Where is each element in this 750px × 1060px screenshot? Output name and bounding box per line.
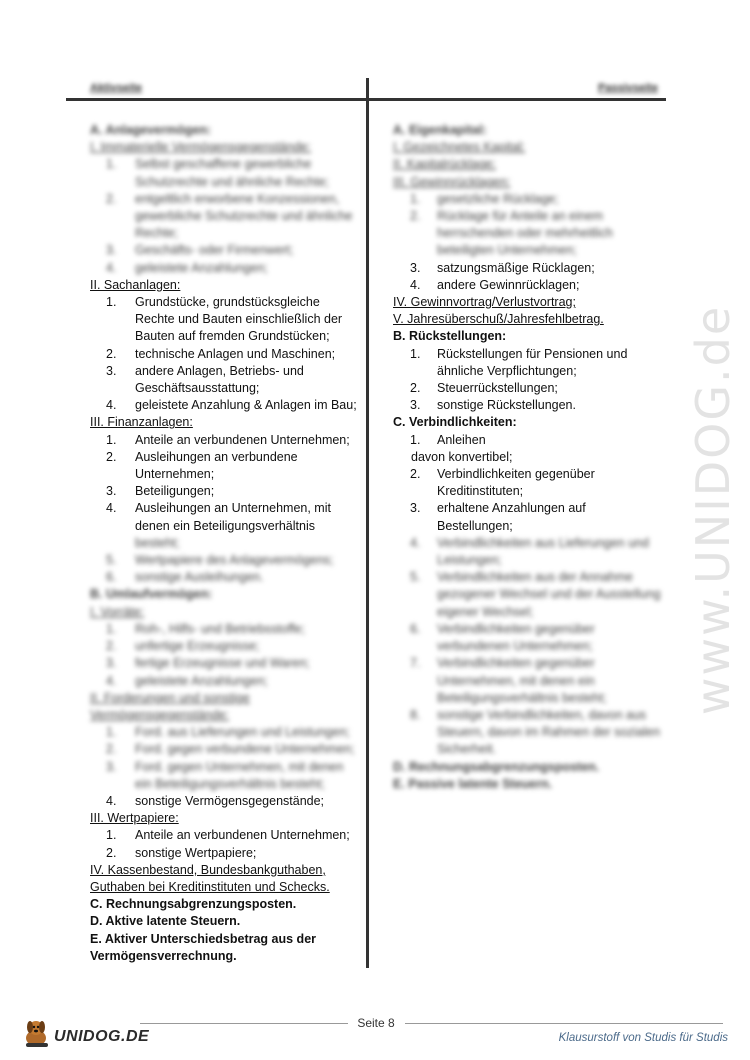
passiva-c-note: davon konvertibel; (411, 449, 513, 464)
aktiva-a-i-title: I. Immaterielle Vermögensgegenstände: (90, 140, 311, 155)
passiva-a-title: A. Eigenkapital: (393, 123, 487, 137)
aktiva-column (90, 122, 362, 965)
aktiva-b-title: B. Umlaufvermögen: (90, 587, 213, 602)
list-item: 2. Steuerrückstellungen; (410, 381, 558, 396)
aktiva-b-i-title: I. Vorräte: (90, 604, 145, 619)
list-item: 3. satzungsmäßige Rücklagen; (410, 260, 595, 275)
footer-rule-right (405, 1023, 723, 1024)
passiva-c-title: C. Verbindlichkeiten: (393, 415, 517, 430)
aktiva-d-title: D. Aktive latente Steuern. (90, 914, 241, 929)
aktiva-e-title: E. Aktiver Unterschiedsbetrag aus der Vermögensverrechnung. (90, 931, 317, 963)
list-item: 2. technische Anlagen und Maschinen; (106, 346, 336, 361)
passiva-a-ii: II. Kapitalrücklage; (393, 157, 496, 172)
list-item: 3. erhaltene Anzahlungen auf Bestellungen; (410, 501, 586, 533)
passiva-a-blurred-block (393, 122, 663, 260)
aktiva-blurred-block (90, 535, 362, 793)
list-item: 4. geleistete Anzahlung & Anlagen im Bau; (106, 398, 357, 413)
passiva-b-title: B. Rückstellungen: (393, 329, 507, 344)
passiva-e-title: E. Passive latente Steuern. (393, 776, 553, 791)
list-item: 8. sonstige Verbindlichkeiten, davon aus Steuern, davon im Rahmen der sozialen Sicherheit. (410, 707, 661, 757)
list-item: 2. Ausleihungen an verbundene Unternehmen; (106, 449, 298, 482)
list-item: 5. Verbindlichkeiten aus der Annahme gezogener Wechsel und der Ausstellung eigener Wechsel; (410, 570, 661, 619)
list-item: 7. Verbindlichkeiten gegenüber Unternehmen, mit denen ein Beteiligungsverhältnis besteht; (410, 656, 607, 705)
aktiva-b-ii-title: II. Forderungen und sonstige Vermögensgegenstände: (90, 690, 250, 722)
list-item: 1. Rückstellungen für Pensionen und ähnliche Verpflichtungen; (410, 346, 628, 378)
list-item: 2. Ford. gegen verbundene Unternehmen; (106, 742, 355, 757)
list-item: 3. Geschäfts- oder Firmenwert; (106, 243, 294, 258)
list-item: 4. Ausleihungen an Unternehmen, mit denen ein Beteiligungsverhältnis (106, 501, 331, 533)
passiva-column (393, 122, 663, 793)
passiva-a-i: I. Gezeichnetes Kapital; (393, 140, 526, 155)
aktiva-a-iii-title: III. Finanzanlagen: (90, 415, 193, 430)
aktiva-a-ii-title: II. Sachanlagen: (90, 277, 181, 292)
list-item: 2. Verbindlichkeiten gegenüber Kreditinstituten; (410, 467, 595, 499)
aktiva-b-iii-title: III. Wertpapiere: (90, 811, 179, 826)
aktiva-b-iv-line2: Guthaben bei Kreditinstituten und Schecks. (90, 879, 330, 894)
list-item: 3. fertige Erzeugnisse und Waren; (106, 656, 310, 671)
list-item: 3. Beteiligungen; (106, 484, 215, 499)
list-item: 4. andere Gewinnrücklagen; (410, 277, 580, 292)
aktiva-c-title: C. Rechnungsabgrenzungsposten. (90, 897, 297, 912)
watermark-text: www.UNIDOG.de (686, 304, 740, 716)
footer-rule-left (140, 1023, 348, 1024)
passiva-a-v: V. Jahresüberschuß/Jahresfehlbetrag. (393, 312, 604, 327)
list-item: 2. entgeltlich erworbene Konzessionen, gewerbliche Schutzrechte und ähnliche Rechte; (106, 191, 353, 241)
list-item: 3. andere Anlagen, Betriebs- und Geschäftsausstattung; (106, 363, 304, 396)
list-item: 2. unfertige Erzeugnisse; (106, 639, 260, 654)
aktivseite-heading: Aktivseite (90, 82, 142, 94)
list-item: 1. Anteile an verbundenen Unternehmen; (106, 432, 350, 447)
column-divider (366, 78, 369, 968)
aktiva-b-iv-line1: IV. Kassenbestand, Bundesbankguthaben, (90, 862, 326, 877)
aktiva-a-title: A. Anlagevermögen: (90, 123, 212, 137)
dog-icon (22, 1016, 56, 1050)
list-item: 1. Grundstücke, grundstücksgleiche Rechte und Bauten einschließlich der Bauten auf fremden Grundstücken; (106, 295, 343, 344)
list-item: 4. Verbindlichkeiten aus Lieferungen und Leistungen; (410, 535, 649, 568)
passiva-a-iii-title: III. Gewinnrücklagen: (393, 174, 511, 189)
logo-text: UNIDOG.DE (54, 1028, 150, 1045)
passiva-blurred-block (393, 535, 663, 793)
unidog-logo (22, 1016, 157, 1050)
list-item: 4. sonstige Vermögensgegenstände; (106, 793, 325, 808)
list-item: 4. geleistete Anzahlungen; (106, 673, 268, 688)
list-item: 3. Ford. gegen Unternehmen, mit denen ein Beteiligungsverhältnis besteht; (106, 759, 344, 791)
list-item: 2. sonstige Wertpapiere; (106, 845, 257, 860)
list-item: 6. sonstige Ausleihungen. (106, 570, 264, 585)
list-item: 1. Roh-, Hilfs- und Betriebsstoffe; (106, 621, 305, 636)
passiva-d-title: D. Rechnungsabgrenzungsposten. (393, 759, 600, 774)
list-item: besteht; (135, 535, 180, 550)
list-item: 1. Selbst geschaffene gewerbliche Schutzrechte und ähnliche Rechte; (106, 157, 329, 189)
aktiva-a-blurred-block (90, 122, 362, 277)
list-item: 4. geleistete Anzahlungen; (106, 260, 268, 275)
passiva-a-iv: IV. Gewinnvortrag/Verlustvortrag; (393, 295, 576, 310)
list-item: 1. gesetzliche Rücklage; (410, 191, 559, 206)
page-number: Seite 8 (357, 1016, 395, 1030)
watermark (653, 280, 750, 740)
footer-tagline: Klausurstoff von Studis für Studis (558, 1032, 728, 1044)
list-item: 1. Anleihen (410, 432, 486, 447)
list-item: 2. Rücklage für Anteile an einem herrschenden oder mehrheitlich beteiligten Unternehmen; (410, 209, 613, 258)
list-item: 5. Wertpapiere des Anlagevermögens; (106, 553, 334, 568)
list-item: 3. sonstige Rückstellungen. (410, 398, 576, 413)
list-item: 6. Verbindlichkeiten gegenüber verbundenen Unternehmen; (410, 621, 595, 654)
list-item: 1. Anteile an verbundenen Unternehmen; (106, 828, 350, 843)
list-item: 1. Ford. aus Lieferungen und Leistungen; (106, 725, 350, 740)
passivseite-heading: Passivseite (598, 82, 658, 94)
